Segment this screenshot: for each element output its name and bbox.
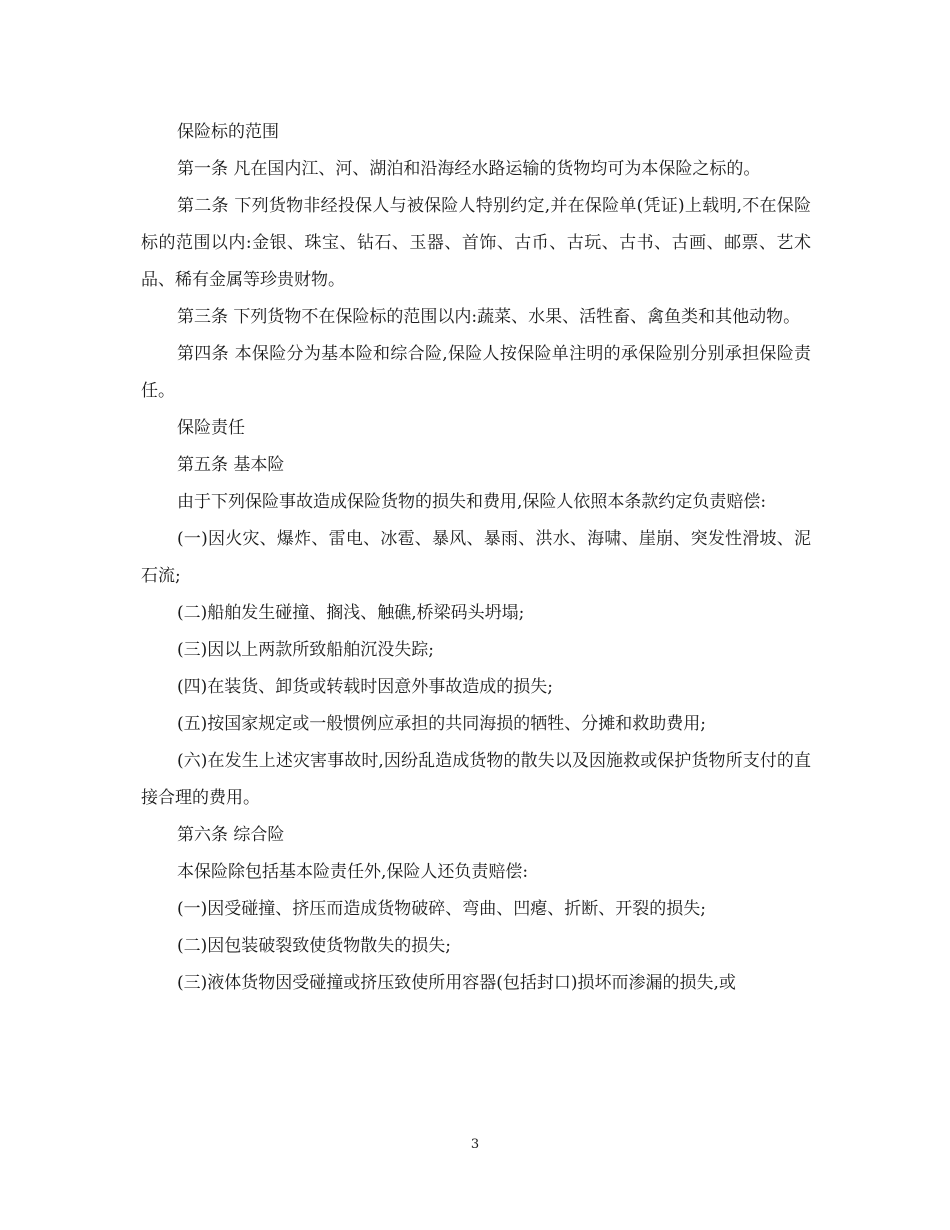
- article-6-item-2: (二)因包装破裂致使货物散失的损失;: [177, 936, 451, 956]
- article-2: 第二条 下列货物非经投保人与被保险人特别约定,并在保险单(凭证)上载明,不在保险标的范围以内:金银、珠宝、钻石、玉器、首饰、古币、古玩、古书、古画、邮票、艺术品、稀有金属等珍贵财物。: [141, 196, 811, 290]
- article-5-item-6: (六)在发生上述灾害事故时,因纷乱造成货物的散失以及因施救或保护货物所支付的直接合理的费用。: [141, 751, 811, 808]
- article-6-heading: 第六条 综合险: [177, 825, 285, 845]
- article-5-item-5: (五)按国家规定或一般惯例应承担的共同海损的牺牲、分摊和救助费用;: [177, 714, 706, 734]
- section-heading-insured-scope: 保险标的范围: [177, 122, 279, 142]
- article-3: 第三条 下列货物不在保险标的范围以内:蔬菜、水果、活牲畜、禽鱼类和其他动物。: [177, 307, 801, 327]
- article-1: 第一条 凡在国内江、河、湖泊和沿海经水路运输的货物均可为本保险之标的。: [177, 159, 761, 179]
- article-5-item-3: (三)因以上两款所致船舶沉没失踪;: [177, 640, 434, 660]
- article-5-item-1: (一)因火灾、爆炸、雷电、冰雹、暴风、暴雨、洪水、海啸、崖崩、突发性滑坡、泥石流;: [141, 529, 811, 586]
- article-5-heading: 第五条 基本险: [177, 455, 285, 475]
- document-body: [141, 114, 811, 1002]
- article-5-item-4: (四)在装货、卸货或转载时因意外事故造成的损失;: [177, 677, 553, 697]
- article-6-intro: 本保险除包括基本险责任外,保险人还负责赔偿:: [177, 862, 529, 882]
- article-5-intro: 由于下列保险事故造成保险货物的损失和费用,保险人依照本条款约定负责赔偿:: [177, 492, 767, 512]
- article-5-item-2: (二)船舶发生碰撞、搁浅、触礁,桥梁码头坍塌;: [177, 603, 525, 623]
- article-4: 第四条 本保险分为基本险和综合险,保险人按保险单注明的承保险别分别承担保险责任。: [141, 344, 811, 401]
- page-number: 3: [470, 1137, 480, 1152]
- article-6-item-1: (一)因受碰撞、挤压而造成货物破碎、弯曲、凹瘪、折断、开裂的损失;: [177, 899, 706, 919]
- article-6-item-3: (三)液体货物因受碰撞或挤压致使所用容器(包括封口)损坏而渗漏的损失,或: [177, 973, 736, 993]
- section-heading-liability: 保险责任: [177, 418, 245, 438]
